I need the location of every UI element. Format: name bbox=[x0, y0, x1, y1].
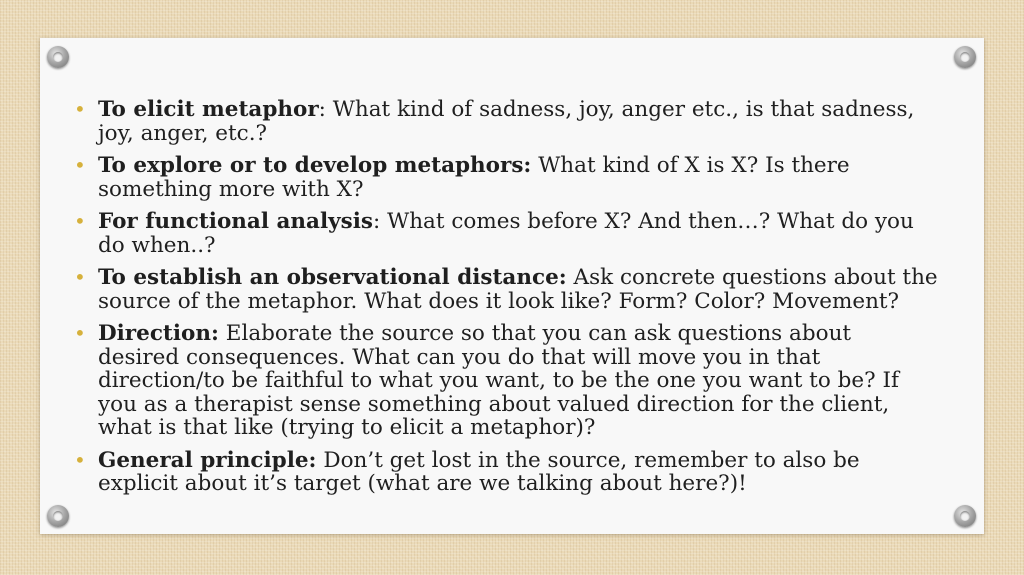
item-text: Elaborate the source so that you can ask questions about desired consequences. What can you do that will move you in that direction/to be faithful to what you want, to be the one you want to be? If you as a therapist sense something about valued direction for the client, what is that like (trying to elicit a metaphor)? bbox=[98, 321, 899, 440]
grommet-icon bbox=[954, 46, 976, 68]
item-term: Direction: bbox=[98, 321, 219, 346]
list-item bbox=[74, 153, 938, 202]
item-text: What kind of X is X? Is there something more with X? bbox=[98, 153, 850, 202]
bullet-icon: • bbox=[74, 321, 86, 345]
list-item bbox=[74, 321, 938, 440]
item-text: Don’t get lost in the source, remember to also be explicit about it’s target (what are we talking about here?)! bbox=[98, 447, 860, 496]
item-term: To establish an observational distance: bbox=[98, 265, 567, 290]
bullet-icon: • bbox=[74, 447, 86, 472]
bullet-list bbox=[74, 97, 938, 505]
list-item bbox=[74, 97, 938, 146]
list-item bbox=[74, 265, 938, 314]
slide-card bbox=[40, 38, 984, 534]
grommet-icon bbox=[47, 505, 69, 527]
item-text: : What comes before X? And then…? What do you do when..? bbox=[98, 209, 914, 258]
bullet-icon: • bbox=[74, 97, 86, 121]
bullet-icon: • bbox=[74, 209, 86, 233]
item-term: For functional analysis bbox=[98, 209, 374, 234]
item-term: General principle: bbox=[98, 447, 317, 473]
grommet-icon bbox=[954, 505, 976, 527]
bullet-icon: • bbox=[74, 153, 86, 177]
bullet-icon: • bbox=[74, 265, 86, 289]
item-term: To elicit metaphor bbox=[98, 97, 319, 122]
list-item bbox=[74, 447, 938, 496]
item-text: Ask concrete questions about the source of the metaphor. What does it look like? Form? Color? Movement? bbox=[98, 265, 938, 314]
list-item bbox=[74, 209, 938, 258]
item-term: To explore or to develop metaphors: bbox=[98, 153, 532, 178]
item-text: : What kind of sadness, joy, anger etc., is that sadness, joy, anger, etc.? bbox=[98, 97, 915, 146]
grommet-icon bbox=[47, 46, 69, 68]
